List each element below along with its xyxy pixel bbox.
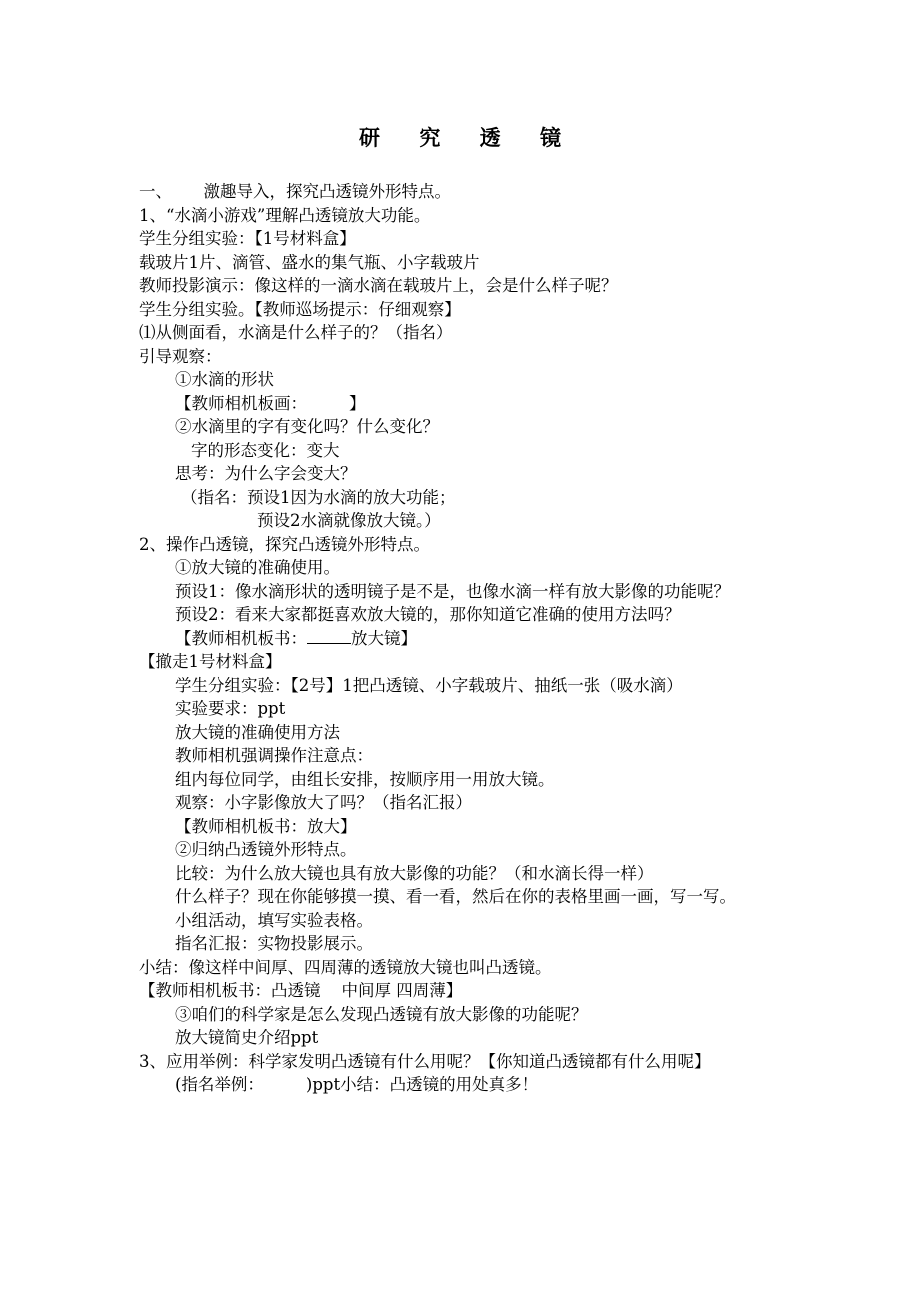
- text-line: 预设2水滴就像放大镜。）: [257, 511, 441, 530]
- text-line: 预设2：看来大家都挺喜欢放大镜的，那你知道它准确的使用方法吗？: [175, 605, 681, 624]
- text-line: 观察：小字影像放大了吗？（指名汇报）: [175, 793, 472, 812]
- lesson-body: [139, 180, 789, 1097]
- text-line: (指名举例： )ppt小结：凸透镜的用处真多！: [175, 1075, 539, 1094]
- text-line: 【撤走1号材料盒】: [139, 652, 282, 671]
- text-line: 引导观察：: [139, 346, 222, 366]
- text-line: 实验要求：ppt: [175, 699, 286, 718]
- text-line: 学生分组实验：【2号】1把凸透镜、小字载玻片、抽纸一张（吸水滴）: [175, 675, 683, 695]
- text-line: [139, 627, 789, 651]
- text-line: 组内每位同学，由组长安排，按顺序用一用放大镜。: [175, 769, 555, 789]
- text-line: 学生分组实验。【教师巡场提示：仔细观察】: [139, 299, 461, 319]
- text-line: 【教师相机板书：放大】: [175, 816, 357, 836]
- text-line: ②水滴里的字有变化吗？什么变化？: [175, 417, 439, 436]
- text-fragment: 放大镜】: [351, 628, 417, 648]
- text-line: 思考：为什么字会变大？: [175, 464, 357, 483]
- subsection-heading: 1、“水滴小游戏”理解凸透镜放大功能。: [139, 205, 431, 225]
- subsection-heading: 3、应用举例：科学家发明凸透镜有什么用呢？【你知道凸透镜都有什么用呢】: [139, 1051, 711, 1071]
- text-paragraph: 预设1：像水滴形状的透明镜子是不是，也像水滴一样有放大影像的功能呢？: [175, 581, 730, 601]
- page-title: 研 究 透 镜: [359, 125, 577, 150]
- subsection-heading: 2、操作凸透镜，探究凸透镜外形特点。: [139, 534, 430, 554]
- text-line: 【教师相机板画： 】: [175, 393, 366, 413]
- text-line: 指名汇报：实物投影展示。: [175, 934, 373, 953]
- text-line: 字的形态变化：变大: [191, 440, 340, 460]
- text-line: 【教师相机板书：凸透镜 中间厚 四周薄】: [139, 981, 463, 1000]
- text-line: 比较：为什么放大镜也具有放大影像的功能？（和水滴长得一样）: [175, 863, 654, 883]
- text-line: 学生分组实验：【1号材料盒】: [139, 229, 356, 248]
- text-line: 小结：像这样中间厚、四周薄的透镜放大镜也叫凸透镜。: [139, 957, 552, 977]
- text-line: ②归纳凸透镜外形特点。: [175, 840, 357, 859]
- text-line: 放大镜简史介绍ppt: [175, 1028, 319, 1047]
- text-line: 载玻片1片、滴管、盛水的集气瓶、小字载玻片: [139, 252, 480, 272]
- text-paragraph: 什么样子？现在你能够摸一摸、看一看，然后在你的表格里画一画，写一写。: [175, 887, 736, 906]
- text-line: ①放大镜的准确使用。: [175, 558, 340, 577]
- section-heading: 一、 激趣导入，探究凸透镜外形特点。: [139, 182, 451, 201]
- fill-in-blank: [307, 629, 351, 644]
- text-line: ③咱们的科学家是怎么发现凸透镜有放大影像的功能呢？: [175, 1004, 588, 1024]
- text-line: ⑴从侧面看，水滴是什么样子的？（指名）: [139, 323, 453, 342]
- text-line: ①水滴的形状: [175, 370, 274, 389]
- text-line: 教师相机强调操作注意点：: [175, 746, 373, 765]
- text-line: 教师投影演示：像这样的一滴水滴在载玻片上，会是什么样子呢？: [139, 276, 618, 295]
- text-line: 小组活动，填写实验表格。: [175, 910, 373, 930]
- text-line: （指名：预设1因为水滴的放大功能；: [181, 487, 456, 507]
- text-fragment: 【教师相机板书：: [175, 628, 307, 648]
- text-line: 放大镜的准确使用方法: [175, 722, 340, 742]
